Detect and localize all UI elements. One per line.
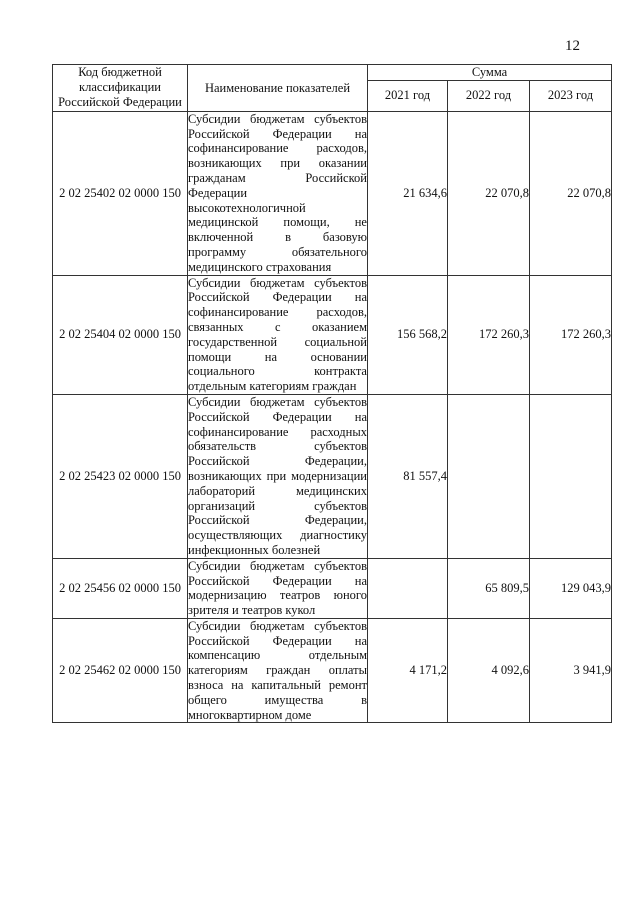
- budget-table: [52, 64, 612, 723]
- header-year-2022: 2022 год: [448, 80, 530, 111]
- row-code: 2 02 25423 02 0000 150: [53, 394, 188, 558]
- value-2023: [530, 394, 612, 558]
- table-row: [53, 394, 612, 558]
- table-row: [53, 618, 612, 723]
- value-2021: [368, 558, 448, 618]
- header-code: Код бюджетной классификации Российской Федерации: [53, 65, 188, 112]
- table-row: [53, 111, 612, 275]
- row-code: 2 02 25456 02 0000 150: [53, 558, 188, 618]
- value-2022: 65 809,5: [448, 558, 530, 618]
- row-code: 2 02 25402 02 0000 150: [53, 111, 188, 275]
- table-header: [53, 65, 612, 112]
- header-year-2023: 2023 год: [530, 80, 612, 111]
- value-2022: [448, 394, 530, 558]
- value-2021: 156 568,2: [368, 275, 448, 394]
- value-2023: 172 260,3: [530, 275, 612, 394]
- header-year-2021: 2021 год: [368, 80, 448, 111]
- value-2023: 22 070,8: [530, 111, 612, 275]
- value-2022: 172 260,3: [448, 275, 530, 394]
- row-name: Субсидии бюджетам субъектов Российской Федерации на компенсацию отдельным категориям граждан оплаты взноса на капитальный ремонт общего имущества в многоквартирном доме: [188, 618, 367, 722]
- row-name: Субсидии бюджетам субъектов Российской Федерации на софинансирование расходных обязательств субъектов Российской Федерации, возникающих при модернизации лабораторий медицинских организаций субъектов Российской Федерации, осуществляющих диагностику инфекционных болезней: [188, 394, 367, 557]
- value-2022: 22 070,8: [448, 111, 530, 275]
- value-2022: 4 092,6: [448, 618, 530, 723]
- row-name: Субсидии бюджетам субъектов Российской Федерации на софинансирование расходов, связанных с оказанием государственной социальной помощи на основании социального контракта отдельным категориям граждан: [188, 275, 367, 394]
- header-name: Наименование показателей: [188, 65, 368, 112]
- value-2021: 21 634,6: [368, 111, 448, 275]
- page-number: 12: [565, 38, 580, 54]
- value-2023: 129 043,9: [530, 558, 612, 618]
- row-name: Субсидии бюджетам субъектов Российской Федерации на софинансирование расходов, возникающих при оказании гражданам Российской Федерации высокотехнологичной медицинской помощи, не включенной в базовую программу обязательного медицинского страхования: [188, 111, 367, 274]
- table-row: [53, 558, 612, 618]
- table-row: [53, 275, 612, 394]
- value-2021: 81 557,4: [368, 394, 448, 558]
- value-2023: 3 941,9: [530, 618, 612, 723]
- row-name: Субсидии бюджетам субъектов Российской Федерации на модернизацию театров юного зрителя и театров кукол: [188, 558, 367, 618]
- value-2021: 4 171,2: [368, 618, 448, 723]
- header-sum: Сумма: [368, 65, 612, 81]
- row-code: 2 02 25462 02 0000 150: [53, 618, 188, 723]
- row-code: 2 02 25404 02 0000 150: [53, 275, 188, 394]
